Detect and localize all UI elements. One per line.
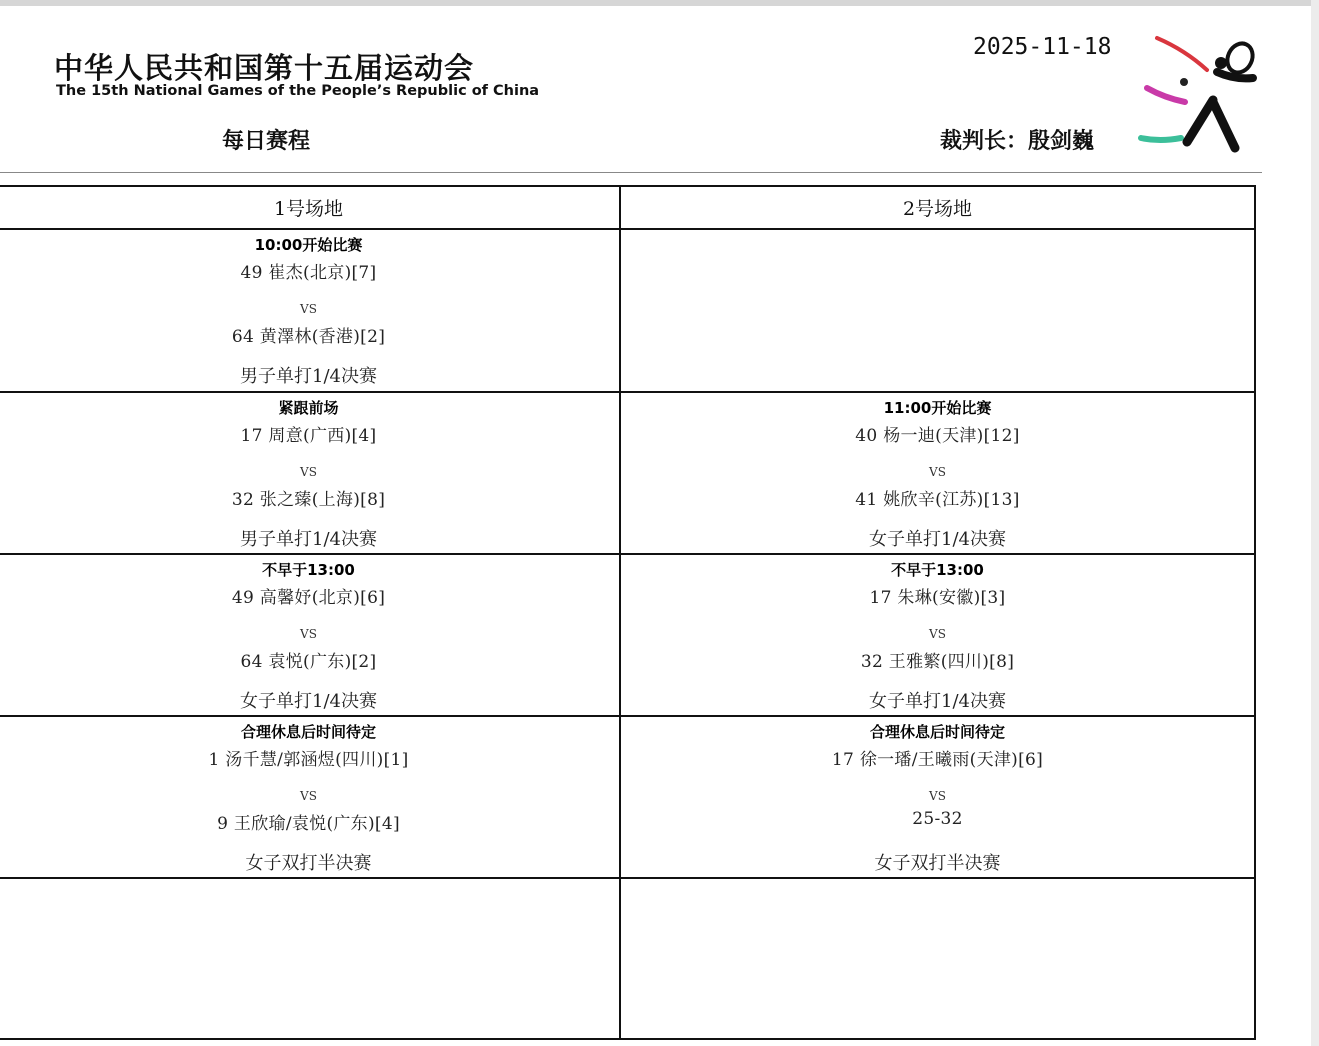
- event-name: 女子单打1/4决赛: [869, 529, 1006, 550]
- player-two: 32 王雅繁(四川)[8]: [860, 652, 1015, 672]
- match-start-time: 紧跟前场: [278, 399, 339, 417]
- viewer-scrollbar-track[interactable]: [1311, 0, 1319, 1046]
- tennis-pictogram-icon: [1135, 30, 1265, 160]
- match-cell-court2-3: [621, 555, 1254, 715]
- player-two: 64 黄澤林(香港)[2]: [231, 327, 386, 347]
- player-one: 17 周意(广西)[4]: [240, 426, 377, 446]
- header-divider: [0, 172, 1262, 173]
- player-one: 40 杨一迪(天津)[12]: [855, 426, 1020, 446]
- chief-referee: 裁判长：殷剑巍: [940, 129, 1095, 154]
- player-one: 1 汤千慧/郭涵煜(四川)[1]: [208, 750, 409, 770]
- match-cell-court1-3: [0, 555, 619, 715]
- player-two: 9 王欣瑜/袁悦(广东)[4]: [217, 814, 400, 834]
- versus-label: VS: [929, 465, 946, 479]
- versus-label: VS: [300, 789, 317, 803]
- player-two: 32 张之臻(上海)[8]: [231, 490, 386, 510]
- event-name: 男子单打1/4决赛: [240, 529, 377, 550]
- player-one: 49 崔杰(北京)[7]: [240, 263, 377, 283]
- match-start-time: 11:00开始比赛: [883, 399, 992, 417]
- match-start-time: 不早于13:00: [262, 561, 355, 579]
- versus-label: VS: [300, 627, 317, 641]
- versus-label: VS: [300, 302, 317, 316]
- versus-label: VS: [929, 789, 946, 803]
- event-name: 女子双打半决赛: [245, 853, 372, 874]
- games-title-en: The 15th National Games of the People’s Republic of China: [56, 83, 540, 99]
- daily-schedule-heading: 每日赛程: [222, 129, 311, 154]
- match-cell-court1-2: [0, 393, 619, 553]
- match-start-time: 合理休息后时间待定: [240, 723, 376, 741]
- player-one: 17 朱琳(安徽)[3]: [869, 588, 1006, 608]
- schedule-table: [0, 185, 1256, 1040]
- event-name: 女子双打半决赛: [874, 853, 1001, 874]
- column-header-court-1: 1号场地: [0, 187, 619, 230]
- match-start-time: 合理休息后时间待定: [869, 723, 1005, 741]
- player-two: 25-32: [912, 809, 963, 829]
- match-start-time: 不早于13:00: [891, 561, 984, 579]
- match-cell-court2-1: [621, 230, 1254, 391]
- match-cell-court1-4: [0, 717, 619, 877]
- player-one: 49 高馨妤(北京)[6]: [231, 588, 386, 608]
- empty-cell-court2: [621, 879, 1254, 1040]
- event-name: 女子单打1/4决赛: [240, 691, 377, 712]
- player-two: 64 袁悦(广东)[2]: [240, 652, 377, 672]
- empty-cell-court1: [0, 879, 619, 1040]
- match-cell-court1-1: [0, 230, 619, 391]
- match-cell-court2-4: [621, 717, 1254, 877]
- versus-label: VS: [300, 465, 317, 479]
- player-one: 17 徐一璠/王曦雨(天津)[6]: [831, 750, 1044, 770]
- player-two: 41 姚欣辛(江苏)[13]: [855, 490, 1020, 510]
- versus-label: VS: [929, 627, 946, 641]
- match-cell-court2-2: [621, 393, 1254, 553]
- column-header-court-2: 2号场地: [621, 187, 1254, 230]
- games-title-cn: 中华人民共和国第十五届运动会: [54, 51, 475, 85]
- match-start-time: 10:00开始比赛: [254, 236, 363, 254]
- schedule-date: 2025-11-18: [973, 34, 1112, 60]
- event-name: 男子单打1/4决赛: [240, 366, 377, 387]
- event-name: 女子单打1/4决赛: [869, 691, 1006, 712]
